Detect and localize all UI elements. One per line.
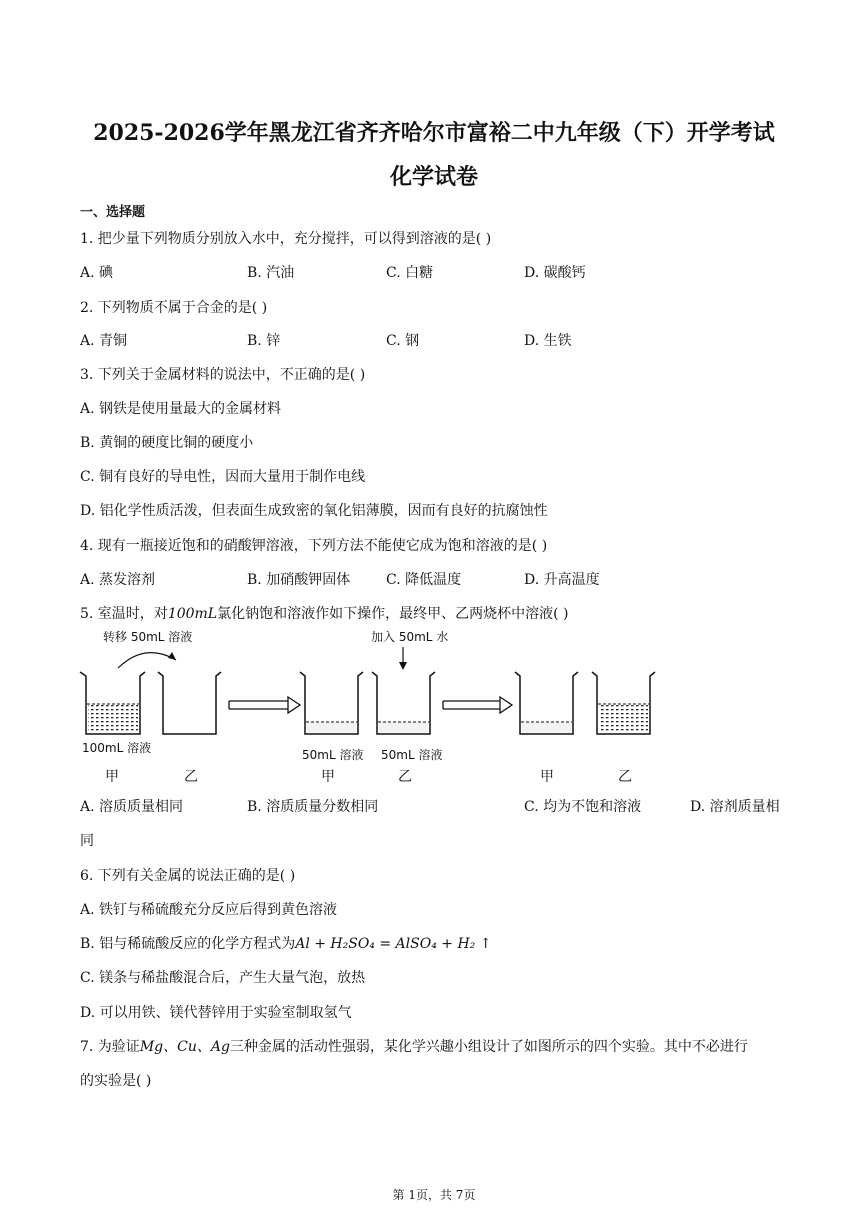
question-3-stem: 3. 下列关于金属材料的说法中，不正确的是( ) (80, 367, 366, 383)
vol-50b-label: 50mL 溶液 (381, 748, 443, 762)
q1-option-d: D. 碳酸钙 (524, 265, 586, 281)
add-water-arrowhead (399, 662, 407, 670)
stage2-jia-label: 甲 (321, 769, 335, 785)
exam-title-line1: 2025-2026学年黑龙江省齐齐哈尔市富裕二中九年级（下）开学考试 (93, 120, 775, 146)
q4-option-a: A. 蒸发溶剂 (80, 572, 156, 588)
q6-option-b (80, 933, 491, 953)
q5-option-a: A. 溶质质量相同 (80, 799, 184, 815)
q5-option-b: B. 溶质质量分数相同 (247, 799, 379, 815)
question-4-stem: 4. 现有一瓶接近饱和的硝酸钾溶液，下列方法不能使它成为饱和溶液的是( ) (80, 538, 548, 554)
q7-stem-pre: 7. 为验证 (80, 1039, 140, 1055)
stage3-jia-label: 甲 (540, 769, 554, 785)
beaker-jia-stage1 (80, 672, 145, 734)
q2-option-a: A. 青铜 (80, 333, 128, 349)
q5-option-c: C. 均为不饱和溶液 (524, 799, 642, 815)
process-arrow-2 (443, 697, 512, 713)
page-footer: 第 1页，共 7页 (392, 1188, 476, 1202)
q6-option-b-text: B. 铝与稀硫酸反应的化学方程式为 (80, 936, 296, 952)
vol-50a-label: 50mL 溶液 (302, 748, 364, 762)
q5-option-d-wrap: 同 (80, 833, 94, 849)
question-2-stem: 2. 下列物质不属于合金的是( ) (80, 300, 268, 316)
add-water-label: 加入 50mL 水 (371, 630, 449, 644)
stage1-jia-label: 甲 (105, 769, 119, 785)
q5-option-d: D. 溶剂质量相 (690, 799, 780, 815)
beaker-yi-stage2 (372, 672, 435, 734)
q1-option-c: C. 白糖 (386, 265, 434, 281)
stage2-yi-label: 乙 (398, 769, 412, 785)
q2-option-d: D. 生铁 (524, 333, 572, 349)
q5-stem-post: 氯化钠饱和溶液作如下操作，最终甲、乙两烧杯中溶液( ) (217, 606, 569, 622)
q1-option-b: B. 汽油 (247, 265, 295, 281)
q6-option-a: A. 铁钉与稀硫酸充分反应后得到黄色溶液 (80, 902, 338, 918)
question-7-stem-line2: 的实验是( ) (80, 1073, 152, 1089)
q2-option-b: B. 锌 (247, 333, 281, 349)
q4-option-d: D. 升高温度 (524, 572, 600, 588)
q6-option-c: C. 镁条与稀盐酸混合后，产生大量气泡，放热 (80, 970, 366, 986)
q2-option-c: C. 钢 (386, 333, 420, 349)
transfer-arrow (118, 653, 176, 668)
q3-option-c: C. 铜有良好的导电性，因而大量用于制作电线 (80, 469, 366, 485)
q6-option-d: D. 可以用铁、镁代替锌用于实验室制取氢气 (80, 1005, 352, 1021)
q3-option-d: D. 铝化学性质活泼，但表面生成致密的氧化铝薄膜，因而有良好的抗腐蚀性 (80, 503, 548, 519)
transfer-label: 转移 50mL 溶液 (103, 630, 193, 644)
beaker-jia-stage2 (300, 672, 363, 734)
q6-option-b-equation: Al + H₂SO₄ = AlSO₄ + H₂ ↑ (295, 936, 492, 952)
q4-option-c: C. 降低温度 (386, 572, 462, 588)
q4-option-b: B. 加硝酸钾固体 (247, 572, 351, 588)
q3-option-a: A. 钢铁是使用量最大的金属材料 (80, 401, 282, 417)
stage3-yi-label: 乙 (618, 769, 632, 785)
q5-stem-math: 100mL (167, 606, 218, 622)
process-arrow-1 (229, 697, 300, 713)
vol-100-label: 100mL 溶液 (82, 741, 152, 755)
question-1-stem: 1. 把少量下列物质分别放入水中，充分搅拌，可以得到溶液的是( ) (80, 231, 492, 247)
beaker-yi-stage3 (592, 672, 655, 734)
q3-option-b: B. 黄铜的硬度比铜的硬度小 (80, 435, 254, 451)
section-heading: 一、选择题 (80, 205, 146, 220)
stage1-yi-label: 乙 (184, 769, 198, 785)
question-7-stem (80, 1036, 748, 1056)
beaker-jia-stage3 (515, 672, 578, 734)
q1-option-a: A. 碘 (80, 265, 114, 281)
q5-stem-pre: 5. 室温时，对 (80, 606, 168, 622)
q7-metals: Mg、Cu、Ag (139, 1039, 230, 1055)
beaker-yi-stage1 (158, 672, 221, 734)
question-6-stem: 6. 下列有关金属的说法正确的是( ) (80, 868, 296, 884)
q7-stem-post: 三种金属的活动性强弱，某化学兴趣小组设计了如图所示的四个实验。其中不必进行 (229, 1039, 748, 1055)
exam-title-line2: 化学试卷 (389, 164, 478, 190)
